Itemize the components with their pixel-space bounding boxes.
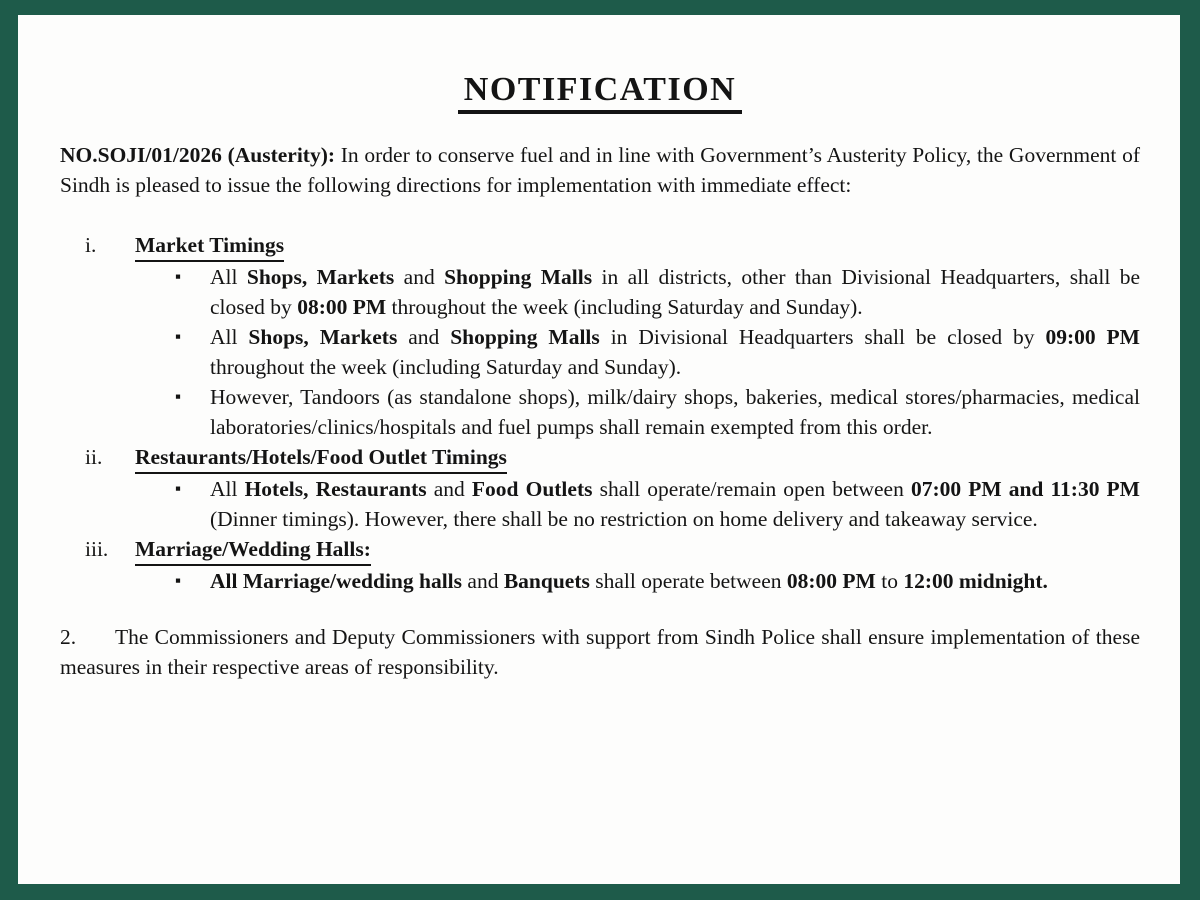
directions-list: [60, 230, 1140, 596]
bullet-text: All Hotels, Restaurants and Food Outlets shall operate/remain open between 07:00 PM and 11:30 PM (Dinner timings). However, there shall be no restriction on home delivery and takeaway service.: [210, 477, 1140, 531]
title-row: [60, 73, 1140, 114]
section-heading: Marriage/Wedding Halls:: [135, 534, 371, 566]
square-bullet-icon: ▪: [175, 327, 182, 346]
bullet-item: [175, 262, 1140, 322]
section-number: i.: [85, 233, 97, 257]
bullet-item: [175, 322, 1140, 382]
section-number: iii.: [85, 537, 109, 561]
notification-document: [18, 15, 1180, 884]
section-restaurants-hotels: [60, 442, 1140, 534]
closing-paragraph: [60, 622, 1140, 682]
section-heading: Restaurants/Hotels/Food Outlet Timings: [135, 442, 507, 474]
bullet-item: [175, 566, 1140, 596]
closing-number: 2.: [60, 625, 77, 649]
intro-paragraph: NO.SOJI/01/2026 (Austerity): In order to conserve fuel and in line with Government’s Austerity Policy, the Government of Sindh is pleased to issue the following directions for implementation with immediate effect:: [60, 143, 1141, 197]
bullet-item: [175, 382, 1140, 442]
document-title: NOTIFICATION: [458, 73, 742, 114]
section-heading-row: [60, 442, 1140, 474]
section-heading: Market Timings: [135, 230, 284, 262]
square-bullet-icon: ▪: [175, 267, 182, 286]
bullet-text: However, Tandoors (as standalone shops), milk/dairy shops, bakeries, medical stores/pharmacies, medical laboratories/clinics/hospitals and fuel pumps shall remain exempted from this order.: [210, 385, 1140, 439]
section-heading-row: [60, 534, 1140, 566]
square-bullet-icon: ▪: [175, 387, 182, 406]
section-market-timings: [60, 230, 1140, 442]
bullet-text: All Marriage/wedding halls and Banquets shall operate between 08:00 PM to 12:00 midnight.: [210, 569, 1048, 593]
square-bullet-icon: ▪: [175, 571, 182, 590]
bullet-item: [175, 474, 1140, 534]
bullet-text: All Shops, Markets and Shopping Malls in all districts, other than Divisional Headquarters, shall be closed by 08:00 PM throughout the week (including Saturday and Sunday).: [210, 265, 1140, 319]
square-bullet-icon: ▪: [175, 479, 182, 498]
bullet-text: All Shops, Markets and Shopping Malls in Divisional Headquarters shall be closed by 09:00 PM throughout the week (including Saturday and Sunday).: [210, 325, 1140, 379]
section-marriage-halls: [60, 534, 1140, 596]
section-number: ii.: [85, 445, 103, 469]
closing-text: The Commissioners and Deputy Commissioners with support from Sindh Police shall ensure implementation of these measures in their respective areas of responsibility.: [60, 625, 1140, 679]
section-heading-row: [60, 230, 1140, 262]
